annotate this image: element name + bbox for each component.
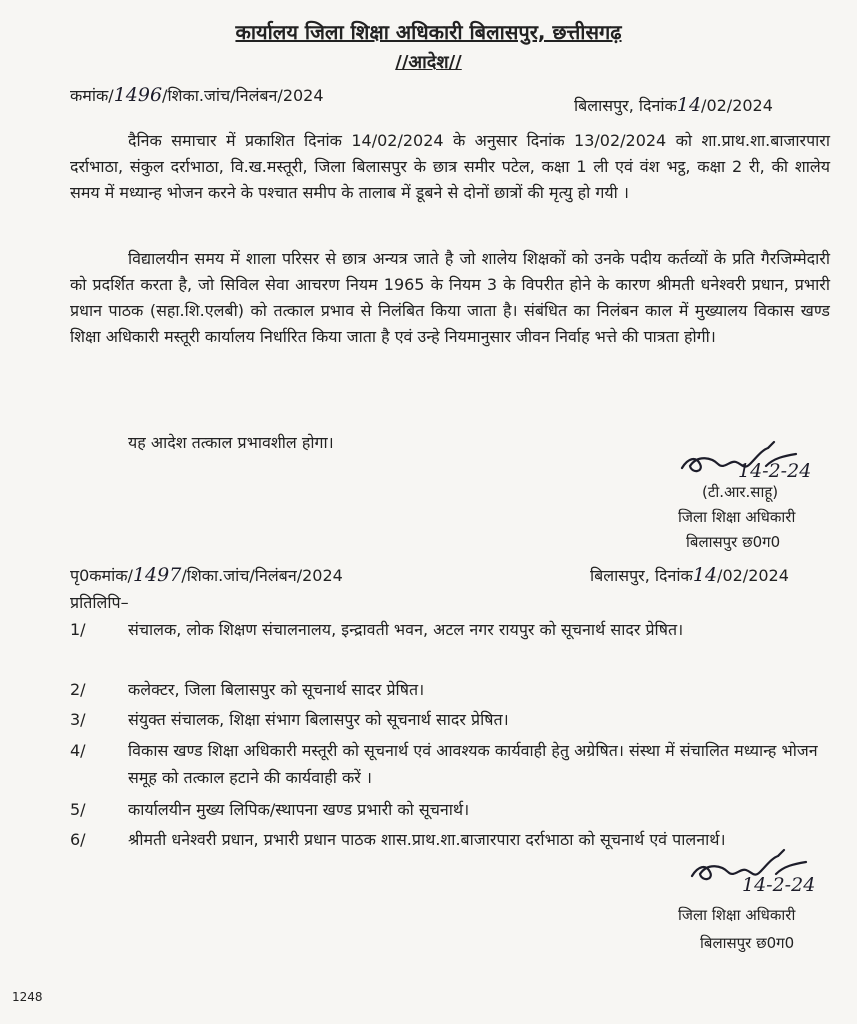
- signature-2-place: बिलासपुर छ0ग0: [700, 934, 795, 952]
- signature-2-date: 14-2-24: [742, 874, 816, 896]
- copy-ref-number: 1497: [132, 564, 182, 586]
- copy-item-2-text: कलेक्टर, जिला बिलासपुर को सूचनार्थ सादर प्रेषित।: [128, 680, 425, 699]
- paragraph-1-text: दैनिक समाचार में प्रकाशित दिनांक 14/02/2024 के अनुसार दिनांक 13/02/2024 को शा.प्राथ.शा.बाजारपारा दर्राभाठा, संकुल दर्राभाठा, वि.ख.मस्तूरी, जिला बिलासपुर के छात्र समीर पटेल, कक्षा 1 ली एवं वंश भट्ठ, कक्षा 2 री, की शालेय समय में मध्यान्ह भोजन करने के पश्चात समीप के तालाब में डूबने से दोनों छात्रों की मृत्यु हो गयी ।: [70, 131, 830, 202]
- signature-1-date: 14-2-24: [738, 460, 812, 482]
- page-number: 1248: [12, 990, 43, 1004]
- order-heading: //आदेश//: [395, 52, 462, 73]
- paragraph-2: [70, 246, 830, 350]
- signature-2-designation: जिला शिक्षा अधिकारी: [678, 906, 796, 924]
- paragraph-3-text: यह आदेश तत्काल प्रभावशील होगा।: [128, 433, 334, 452]
- paragraph-2-text: विद्यालयीन समय में शाला परिसर से छात्र अन्यत्र जाते है जो शालेय शिक्षकों को उनके पदीय कर्तव्यों के प्रति गैरजिम्मेदारी को प्रदर्शित करता है, जो सिविल सेवा आचरण नियम 1965 के नियम 3 के विपरीत होने के कारण श्रीमती धनेश्वरी प्रधान, प्रभारी प्रधान पाठक (सहा.शि.एलबी) को तत्काल प्रभाव से निलंबित किया जाता है। संबंधित का निलंबन काल में मुख्यालय विकास खण्ड शिक्षा अधिकारी मस्तूरी कार्यालय निर्धारित किया जाता है एवं उन्हे नियमानुसार जीवन निर्वाह भत्ते की पात्रता होगी।: [70, 249, 830, 346]
- order-reference: [70, 84, 324, 106]
- order-ref-label: कमांक/: [70, 86, 114, 105]
- order-place-date: [574, 94, 773, 116]
- order-ref-number: 1496: [113, 84, 163, 106]
- copy-item-3-number: 3/: [70, 710, 86, 729]
- copy-ref-label: पृ0कमांक/: [70, 566, 133, 585]
- copy-item-6-number: 6/: [70, 830, 86, 849]
- copy-item-3-text: संयुक्त संचालक, शिक्षा संभाग बिलासपुर को सूचनार्थ सादर प्रेषित।: [128, 710, 509, 729]
- copy-item-1-number: 1/: [70, 620, 86, 639]
- order-date-rest: /02/2024: [701, 96, 773, 115]
- signature-1-designation: जिला शिक्षा अधिकारी: [678, 508, 796, 526]
- copy-date-day: 14: [692, 564, 718, 586]
- paragraph-1: [70, 128, 830, 206]
- copy-item-6-text: श्रीमती धनेश्वरी प्रधान, प्रभारी प्रधान पाठक शास.प्राथ.शा.बाजारपारा दर्राभाठा को सूचनार्थ एवं पालनार्थ।: [128, 830, 726, 849]
- signatory-name: (टी.आर.साहू): [702, 483, 779, 501]
- order-ref-rest: /शिका.जांच/निलंबन/2024: [162, 86, 324, 105]
- copy-reference: [70, 564, 343, 586]
- copy-place-date-prefix: बिलासपुर, दिनांक: [590, 566, 693, 585]
- copy-item-1-text: संचालक, लोक शिक्षण संचालनालय, इन्द्रावती भवन, अटल नगर रायपुर को सूचनार्थ सादर प्रेषित।: [128, 620, 684, 639]
- order-place-date-prefix: बिलासपुर, दिनांक: [574, 96, 677, 115]
- office-title: कार्यालय जिला शिक्षा अधिकारी बिलासपुर, छत्तीसगढ़: [235, 20, 622, 44]
- copy-item-4-number: 4/: [70, 741, 86, 760]
- copy-date-rest: /02/2024: [717, 566, 789, 585]
- signature-1-place: बिलासपुर छ0ग0: [686, 533, 781, 551]
- copy-place-date: [590, 564, 789, 586]
- order-date-day: 14: [676, 94, 702, 116]
- copy-item-4-text: विकास खण्ड शिक्षा अधिकारी मस्तूरी को सूचनार्थ एवं आवश्यक कार्यवाही हेतु अग्रेषित। संस्था में संचालित मध्यान्ह भोजन समूह को तत्काल हटाने की कार्यवाही करें ।: [128, 741, 818, 787]
- copy-item-2-number: 2/: [70, 680, 86, 699]
- copy-item-5-text: कार्यालयीन मुख्य लिपिक/स्थापना खण्ड प्रभारी को सूचनार्थ।: [128, 800, 470, 819]
- copy-item-5-number: 5/: [70, 800, 86, 819]
- copy-to-heading: प्रतिलिपि–: [70, 593, 129, 612]
- copy-ref-rest: /शिका.जांच/निलंबन/2024: [181, 566, 343, 585]
